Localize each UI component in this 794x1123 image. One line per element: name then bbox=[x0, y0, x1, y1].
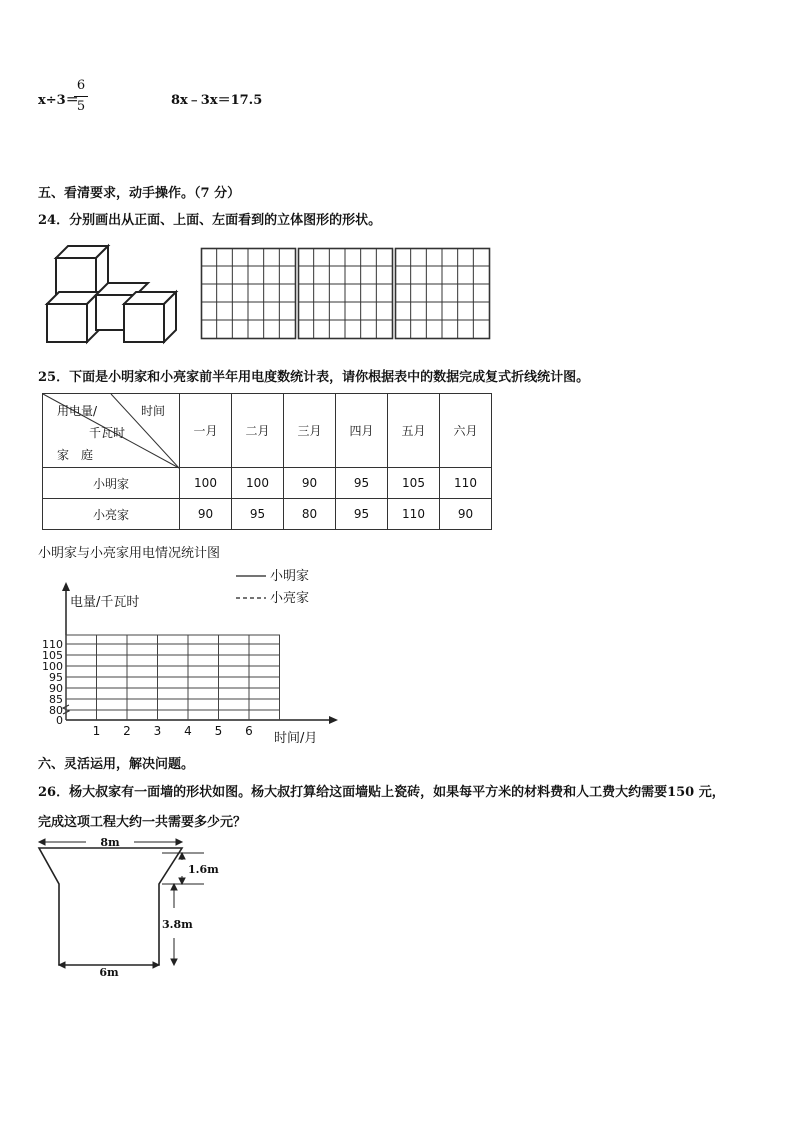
table-cell: 105 bbox=[388, 468, 440, 499]
table-cell: 100 bbox=[180, 468, 232, 499]
x-tick-label: 5 bbox=[214, 724, 223, 738]
table-cell: 90 bbox=[180, 499, 232, 530]
family-name: 小明家 bbox=[43, 468, 180, 499]
month-header: 五月 bbox=[388, 394, 440, 468]
chart-title: 小明家与小亮家用电情况统计图 bbox=[38, 546, 221, 561]
question-26-line2: 完成这项工程大约一共需要多少元？ bbox=[38, 815, 247, 830]
fraction-bar bbox=[74, 96, 88, 97]
x-axis-arrow bbox=[329, 716, 338, 724]
table-corner-header bbox=[43, 394, 180, 468]
corner-label-time: 时间 bbox=[141, 404, 166, 418]
line-chart bbox=[30, 566, 350, 748]
y-axis-label: 电量/千瓦时 bbox=[70, 595, 140, 610]
month-header: 六月 bbox=[440, 394, 492, 468]
month-header: 三月 bbox=[284, 394, 336, 468]
table-cell: 110 bbox=[440, 468, 492, 499]
equation-1-prefix: x÷3＝ bbox=[38, 93, 79, 108]
drawing-grid bbox=[201, 248, 296, 339]
corner-label-unit: 千瓦时 bbox=[89, 426, 126, 440]
table-cell: 100 bbox=[232, 468, 284, 499]
x-axis-label: 时间/月 bbox=[274, 731, 318, 746]
question-26-line1: 26．杨大叔家有一面墙的形状如图。杨大叔打算给这面墙贴上瓷砖，如果每平方米的材料费和人工费大约需要150 元， bbox=[38, 785, 725, 800]
y-tick-label: 80 bbox=[49, 704, 63, 717]
electricity-table bbox=[42, 393, 492, 530]
section-6-heading: 六、灵活运用，解决问题。 bbox=[38, 757, 195, 772]
x-tick-label: 4 bbox=[184, 724, 192, 738]
question-25: 25．下面是小明家和小亮家前半年用电度数统计表，请你根据表中的数据完成复式折线统计图。 bbox=[38, 370, 590, 385]
dim-top: 8m bbox=[100, 836, 120, 849]
y-tick-label: 85 bbox=[49, 693, 63, 706]
month-header: 一月 bbox=[180, 394, 232, 468]
month-header: 二月 bbox=[232, 394, 284, 468]
y-axis-arrow bbox=[62, 582, 70, 591]
fraction-denominator: 5 bbox=[76, 99, 86, 114]
table-cell: 95 bbox=[232, 499, 284, 530]
cube-front-face bbox=[124, 304, 164, 342]
table-cell: 90 bbox=[440, 499, 492, 530]
table-cell: 90 bbox=[284, 468, 336, 499]
corner-label-top: 用电量/ bbox=[57, 404, 98, 418]
y-tick-label: 100 bbox=[42, 660, 63, 673]
section-5-heading: 五、看清要求，动手操作。（7 分） bbox=[38, 186, 241, 201]
equation-1 bbox=[38, 89, 79, 108]
legend-label: 小明家 bbox=[270, 569, 310, 584]
table-row bbox=[43, 468, 492, 499]
month-header: 四月 bbox=[336, 394, 388, 468]
cube-front-face bbox=[47, 304, 87, 342]
wall-outline bbox=[39, 848, 182, 965]
y-tick-label: 110 bbox=[42, 638, 63, 651]
x-tick-label: 3 bbox=[153, 724, 162, 738]
x-tick-label: 2 bbox=[123, 724, 131, 738]
question-24: 24．分别画出从正面、上面、左面看到的立体图形的形状。 bbox=[38, 213, 382, 228]
table-cell: 80 bbox=[284, 499, 336, 530]
table-row bbox=[43, 499, 492, 530]
y-tick-label: 95 bbox=[49, 671, 63, 684]
y-tick-label: 0 bbox=[56, 714, 63, 727]
drawing-grid bbox=[395, 248, 490, 339]
table-cell: 95 bbox=[336, 468, 388, 499]
x-tick-label: 6 bbox=[245, 724, 253, 738]
table-cell: 110 bbox=[388, 499, 440, 530]
table-cell: 95 bbox=[336, 499, 388, 530]
dim-bottom: 6m bbox=[99, 966, 119, 979]
y-tick-label: 105 bbox=[42, 649, 63, 662]
y-tick-label: 90 bbox=[49, 682, 63, 695]
equation-2: 8x﹣3x＝17.5 bbox=[171, 93, 263, 108]
wall-figure bbox=[34, 836, 219, 983]
cube-figure bbox=[44, 240, 194, 344]
drawing-grid bbox=[298, 248, 393, 339]
x-tick-label: 1 bbox=[92, 724, 101, 738]
drawing-grids bbox=[201, 248, 495, 340]
dim-slant-height: 1.6m bbox=[188, 863, 219, 876]
corner-label-family: 家 庭 bbox=[57, 448, 94, 462]
dim-rect-height: 3.8m bbox=[162, 918, 193, 931]
fraction-numerator: 6 bbox=[76, 78, 86, 93]
legend-label: 小亮家 bbox=[270, 591, 310, 606]
family-name: 小亮家 bbox=[43, 499, 180, 530]
